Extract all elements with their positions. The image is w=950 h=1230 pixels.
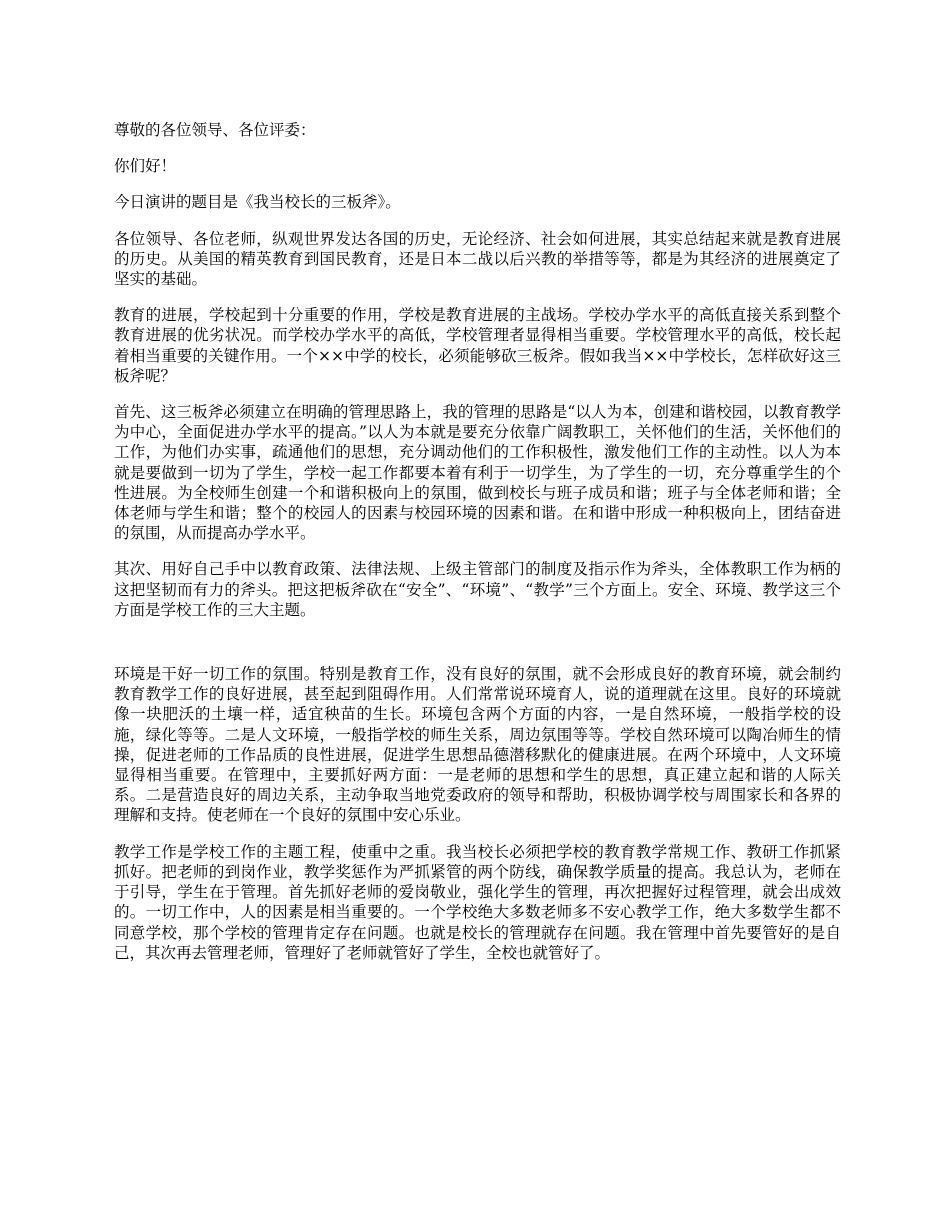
- paragraph-gap: [114, 636, 841, 664]
- paragraph-management-idea: 首先、这三板斧必须建立在明确的管理思路上，我的管理的思路是“以人为本，创建和谐校园，以教育教学为中心，全面促进办学水平的提高。”以人为本就是要充分依靠广阔教职工，关怀他们的生活，关怀他们的工作，为他们办实事，疏通他们的思想，充分调动他们的工作积极性，激发他们工作的主动性。以人为本就是要做到一切为了学生，学校一起工作都要本着有利于一切学生，为了学生的一切，充分尊重学生的个性进展。为全校师生创建一个和谐积极向上的氛围，做到校长与班子成员和谐；班子与全体老师和谐；全体老师与学生和谐；整个的校园人的因素与校园环境的因素和谐。在和谐中形成一种积极向上，团结奋进的氛围，从而提高办学水平。: [114, 403, 841, 543]
- paragraph-school-role: 教育的进展，学校起到十分重要的作用，学校是教育进展的主战场。学校办学水平的高低直接关系到整个教育进展的优劣状况。而学校办学水平的高低，学校管理者显得相当重要。学校管理水平的高低，校长起着相当重要的关键作用。一个××中学的校长，必须能够砍三板斧。假如我当××中学校长，怎样砍好这三板斧呢？: [114, 306, 841, 385]
- paragraph-environment: 环境是干好一切工作的氛围。特别是教育工作，没有良好的氛围，就不会形成良好的教育环境，就会制约教育教学工作的良好进展，甚至起到阻碍作用。人们常常说环境育人，说的道理就在这里。良好的环境就像一块肥沃的土壤一样，适宜秧苗的生长。环境包含两个方面的内容，一是自然环境，一般指学校的设施，绿化等等。二是人文环境，一般指学校的师生关系，周边氛围等等。学校自然环境可以陶冶师生的情操，促进老师的工作品质的良性进展，促进学生思想品德潜移默化的健康进展。在两个环境中，人文环境显得相当重要。在管理中，主要抓好两方面：一是老师的思想和学生的思想，真正建立起和谐的人际关系。二是营造良好的周边关系，主动争取当地党委政府的领导和帮助，积极协调学校与周围家长和各界的理解和支持。使老师在一个良好的氛围中安心乐业。: [114, 665, 841, 825]
- document-body: [114, 120, 841, 979]
- paragraph-intro: 各位领导、各位老师，纵观世界发达各国的历史，无论经济、社会如何进展，其实总结起来就是教育进展的历史。从美国的精英教育到国民教育，还是日本二战以后兴教的举措等等，都是为其经济的进展奠定了坚实的基础。: [114, 229, 841, 289]
- salutation: 尊敬的各位领导、各位评委：: [114, 121, 316, 139]
- greeting: 你们好！: [114, 157, 177, 176]
- paragraph-teaching: 教学工作是学校工作的主题工程，使重中之重。我当校长必须把学校的教育教学常规工作、教研工作抓紧抓好。把老师的到岗作业，教学奖惩作为严抓紧管的两个防线，确保教学质量的提高。我总认为，老师在于引导，学生在于管理。首先抓好老师的爱岗敬业，强化学生的管理，再次把握好过程管理，就会出成效的。一切工作中，人的因素是相当重要的。一个学校绝大多数老师多不安心教学工作，绝大多数学生都不同意学校，那个学校的管理肯定存在问题。也就是校长的管理就存在问题。我在管理中首先要管好的是自己，其次再去管理老师，管理好了老师就管好了学生，全校也就管好了。: [114, 842, 841, 962]
- speech-topic: 今日演讲的题目是《我当校长的三板斧》。: [114, 193, 401, 212]
- paragraph-three-aspects: 其次、用好自己手中以教育政策、法律法规、上级主管部门的制度及指示作为斧头，全体教职工作为柄的这把坚韧而有力的斧头。把这把板斧砍在“安全”、“环境”、“教学”三个方面上。安全、环境、教学这三个方面是学校工作的三大主题。: [114, 560, 841, 619]
